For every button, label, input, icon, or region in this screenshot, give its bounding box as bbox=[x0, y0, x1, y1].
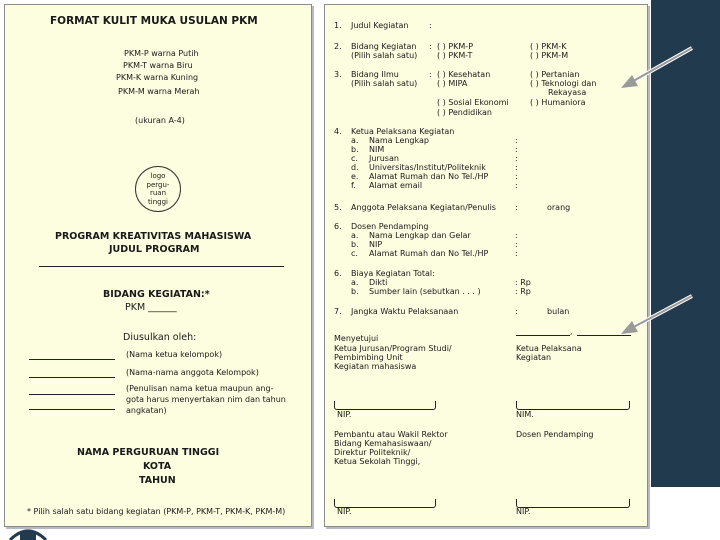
corner-logo-icon bbox=[2, 526, 52, 540]
signature-line-kajur bbox=[334, 401, 436, 410]
field-nama-lengkap: Nama Lengkap bbox=[369, 136, 429, 145]
anggota-line bbox=[29, 409, 115, 410]
q2-colon: : bbox=[429, 42, 432, 51]
item-letter: e. bbox=[351, 172, 359, 181]
title-underline bbox=[39, 266, 284, 267]
field-dosen-nip: NIP bbox=[369, 240, 383, 249]
bidang-kegiatan: BIDANG KEGIATAN:* bbox=[103, 289, 210, 300]
nip-dosen: NIP. bbox=[516, 507, 531, 516]
q3-num: 3. bbox=[334, 70, 342, 79]
signature-line-ketua bbox=[516, 401, 630, 410]
option-kesehatan[interactable]: ( ) Kesehatan bbox=[437, 70, 491, 79]
item-letter: a. bbox=[351, 231, 359, 240]
q5-num: 5. bbox=[334, 203, 342, 212]
diusulkan-oleh: Diusulkan oleh: bbox=[123, 332, 197, 343]
logo-line: pergu- bbox=[146, 180, 170, 189]
q8-label: Jangka Waktu Pelaksanaan bbox=[351, 307, 459, 316]
anggota-label: (Nama-nama anggota Kelompok) bbox=[126, 368, 259, 377]
logo-line: ruan bbox=[149, 189, 167, 197]
q2-sub: (Pilih salah satu) bbox=[351, 51, 418, 60]
nim-ketua: NIM. bbox=[516, 410, 534, 419]
institution-name: NAMA PERGURUAN TINGGI bbox=[77, 447, 220, 458]
cover-format-panel bbox=[4, 4, 312, 527]
item-letter: a. bbox=[351, 136, 359, 145]
q8-colon: : bbox=[515, 307, 518, 316]
sig-left1-line3: Kegiatan mahasiswa bbox=[334, 362, 417, 371]
footnote: * Pilih salah satu bidang kegiatan (PKM-P, PKM-T, PKM-K, PKM-M) bbox=[27, 507, 286, 516]
option-mipa[interactable]: ( ) MIPA bbox=[437, 79, 468, 88]
sig-right2: Dosen Pendamping bbox=[516, 430, 594, 439]
color-merah: PKM-M warna Merah bbox=[118, 87, 200, 96]
option-pkm-p[interactable]: ( ) PKM-P bbox=[437, 42, 474, 51]
field-dikti: Dikti bbox=[369, 278, 388, 287]
ketua-label: (Nama ketua kelompok) bbox=[126, 350, 223, 359]
sig-left2-line2: Bidang Kemahasiswaan/ bbox=[334, 439, 432, 448]
institution-year: TAHUN bbox=[139, 475, 176, 486]
option-teknologi-cont: Rekayasa bbox=[548, 88, 587, 97]
item-letter: b. bbox=[351, 240, 359, 249]
color-putih: PKM-P warna Putih bbox=[124, 49, 199, 58]
option-pkm-m[interactable]: ( ) PKM-M bbox=[530, 51, 569, 60]
field-alamat-rumah: Alamat Rumah dan No Tel./HP bbox=[369, 172, 489, 181]
pkm-blank: PKM ______ bbox=[125, 302, 177, 313]
q7-label: Biaya Kegiatan Total: bbox=[351, 269, 435, 278]
item-letter: c. bbox=[351, 154, 358, 163]
cover-title: FORMAT KULIT MUKA USULAN PKM bbox=[50, 15, 258, 27]
identity-form-panel bbox=[324, 4, 648, 527]
sig-left2-line1: Pembantu atau Wakil Rektor bbox=[334, 430, 448, 439]
q3-colon: : bbox=[429, 70, 432, 79]
option-pertanian[interactable]: ( ) Pertanian bbox=[530, 70, 580, 79]
sig-right1-line2: Kegiatan bbox=[516, 353, 552, 362]
logo-placeholder bbox=[135, 166, 181, 212]
q6-colons: : : : bbox=[515, 231, 518, 258]
logo-line: tinggi bbox=[148, 197, 168, 206]
color-biru: PKM-T warna Biru bbox=[123, 61, 193, 70]
q8-unit: bulan bbox=[547, 307, 570, 316]
item-letter: c. bbox=[351, 249, 358, 258]
field-dosen-nama: Nama Lengkap dan Gelar bbox=[369, 231, 471, 240]
anggota-line bbox=[29, 377, 115, 378]
q4-colons: : : : : : : bbox=[515, 136, 518, 190]
value-dikti-rp: : Rp bbox=[515, 278, 531, 287]
penulisan-note: angkatan) bbox=[126, 406, 167, 415]
item-letter: b. bbox=[351, 145, 359, 154]
sig-right1-line1: Ketua Pelaksana bbox=[516, 344, 582, 353]
option-humaniora[interactable]: ( ) Humaniora bbox=[530, 98, 586, 107]
penulisan-note: gota harus menyertakan nim dan tahun bbox=[126, 395, 286, 404]
q3-label: Bidang Ilmu bbox=[351, 70, 399, 79]
nip-wakil-rektor: NIP. bbox=[337, 507, 352, 516]
judul-program: JUDUL PROGRAM bbox=[109, 244, 200, 255]
field-universitas: Universitas/Institut/Politeknik bbox=[369, 163, 486, 172]
item-letter: f. bbox=[351, 181, 356, 190]
field-jurusan: Jurusan bbox=[369, 154, 399, 163]
q8-num: 7. bbox=[334, 307, 342, 316]
option-pendidikan[interactable]: ( ) Pendidikan bbox=[437, 108, 492, 117]
signature-line-dosen bbox=[516, 499, 630, 508]
paper-size: (ukuran A-4) bbox=[135, 116, 185, 125]
date-line-place bbox=[516, 335, 570, 336]
item-letter: d. bbox=[351, 163, 359, 172]
color-kuning: PKM-K warna Kuning bbox=[116, 73, 199, 82]
option-teknologi[interactable]: ( ) Teknologi dan bbox=[530, 79, 597, 88]
program-title: PROGRAM KREATIVITAS MAHASISWA bbox=[55, 231, 252, 242]
option-pkm-t[interactable]: ( ) PKM-T bbox=[437, 51, 473, 60]
q5-colon: : bbox=[515, 203, 518, 212]
penulisan-note: (Penulisan nama ketua maupun ang- bbox=[126, 384, 274, 393]
field-sumber-lain: Sumber lain (sebutkan . . . ) bbox=[369, 287, 481, 296]
arrow-icon bbox=[618, 292, 696, 340]
q4-num: 4. bbox=[334, 127, 342, 136]
q5-label: Anggota Pelaksana Kegiatan/Penulis bbox=[351, 203, 496, 212]
q1-label: Judul Kegiatan bbox=[351, 21, 409, 30]
q7-num: 6. bbox=[334, 269, 342, 278]
logo-line: logo bbox=[150, 172, 166, 180]
item-letter: a. bbox=[351, 278, 359, 287]
q2-num: 2. bbox=[334, 42, 342, 51]
institution-city: KOTA bbox=[143, 461, 172, 472]
item-letter: b. bbox=[351, 287, 359, 296]
menyetujui: Menyetujui bbox=[334, 334, 379, 343]
q6-num: 6. bbox=[334, 222, 342, 231]
q1-num: 1. bbox=[334, 21, 342, 30]
sig-left1-line1: Ketua Jurusan/Program Studi/ bbox=[334, 344, 452, 353]
q4-label: Ketua Pelaksana Kegiatan bbox=[351, 127, 455, 136]
sig-left1-line2: Pembimbing Unit bbox=[334, 353, 403, 362]
q2-label: Bidang Kegiatan bbox=[351, 42, 417, 51]
option-sosial-ekonomi[interactable]: ( ) Sosial Ekonomi bbox=[437, 98, 509, 107]
sig-left2-line4: Ketua Sekolah Tinggi, bbox=[334, 457, 421, 466]
q6-label: Dosen Pendamping bbox=[351, 222, 429, 231]
arrow-icon bbox=[618, 44, 696, 92]
ketua-line bbox=[29, 359, 115, 360]
date-comma: , bbox=[570, 327, 573, 336]
sig-left2-line3: Direktur Politeknik/ bbox=[334, 448, 411, 457]
field-nim: NIM bbox=[369, 145, 385, 154]
field-email: Alamat email bbox=[369, 181, 423, 190]
anggota-line bbox=[29, 394, 115, 395]
field-dosen-alamat: Alamat Rumah dan No Tel./HP bbox=[369, 249, 489, 258]
nip-kajur: NIP. bbox=[337, 410, 352, 419]
option-pkm-k[interactable]: ( ) PKM-K bbox=[530, 42, 567, 51]
value-sumber-rp: : Rp bbox=[515, 287, 531, 296]
q1-colon: : bbox=[429, 21, 432, 30]
q3-sub: (Pilih salah satu) bbox=[351, 79, 418, 88]
q5-unit: orang bbox=[547, 203, 571, 212]
